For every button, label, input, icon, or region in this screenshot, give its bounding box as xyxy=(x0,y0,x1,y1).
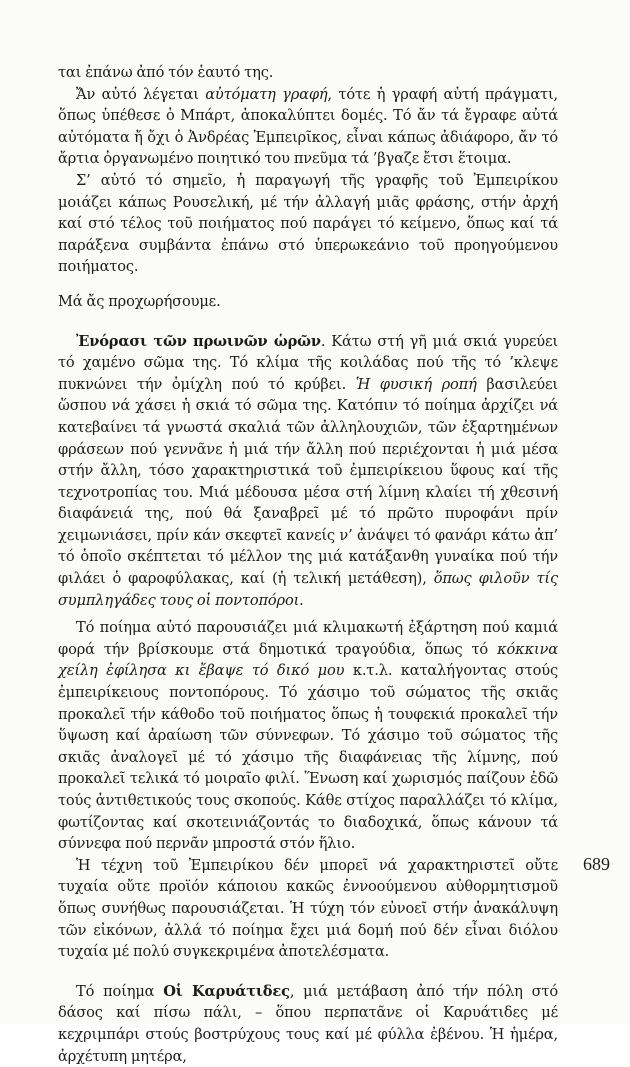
paragraph xyxy=(58,855,558,963)
italic-text: Ἡ φυσική ροπή xyxy=(355,375,477,393)
text-run: , τότε ἡ γραφή αὐτή πράγματι, ὅπως ὑπέθεσε ὁ Μπάρτ, ἀποκαλύπτει δομές. Τό ἄν τά ἔγραφε αὐτά αὐτόματα ἤ ὄχι ὁ Ἀνδρέας Ἐμπειρῖκος, εἶναι κάπως ἀδιάφορο, ἄν τό ἄρτια ὀργανωμένο ποιητικό του πνεῦμα τά ’βγαζε ἔτσι ἕτοιμα. xyxy=(58,85,559,168)
paragraph xyxy=(58,617,558,855)
text-run: Τό ποίημα xyxy=(76,982,164,1000)
paragraph xyxy=(58,84,558,170)
paragraph xyxy=(58,170,558,278)
paragraph xyxy=(58,291,558,313)
text-run: Τό ποίημα αὐτό παρουσιάζει μιά κλιμακωτή ἐξάρτηση πού καμιά φορά τήν βρίσκουμε στά δημοτικά τραγούδια, ὅπως τό xyxy=(58,619,558,658)
text-run: Σ’ αὐτό τό σημεῖο, ἡ παραγωγή τῆς γραφῆς τοῦ Ἐμπειρίκου μοιάζει κάπως Ρουσελική, μέ τήν ἀλλαγή μιᾶς φράσης, στήν ἀρχή καί στό τέλος τοῦ ποιήματος πού παράγει τό κείμενο, ὅπως καί τά παράξενα συμβάντα ἐπάνω στό ὑπερωκεάνιο τοῦ προηγούμενου ποιήματος. xyxy=(58,171,558,276)
text-run: Ἡ τέχνη τοῦ Ἐμπειρίκου δέν μπορεῖ νά χαρακτηριστεῖ οὔτε τυχαία οὔτε προϊόν κάποιου κακῶς ἐννοούμενου αὐθορμητισμοῦ ὅπως συνήθως παρουσιάζεται. Ἡ τύχη τόν εὐνοεῖ στήν ἀνακάλυψη τῶν εἰκόνων, ἀλλά τό ποίημα ἔχει μιά δομή πού δέν εἶναι διόλου τυχαία μέ πολύ συγκεκριμένα ἀποτελέσματα. xyxy=(58,856,558,961)
italic-text: κόκκινα χείλη ἐφίλησα κι ἔβαψε τό δικό μου xyxy=(58,640,558,680)
text-run: κ.τ.λ. καταλήγοντας στούς ἐμπειρίκειους ποντοπόρους. Τό χάσιμο τοῦ σώματος τῆς σκιᾶς προκαλεῖ τήν κάθοδο τοῦ ποιήματος ὅπως ἡ τουφεκιά προκαλεῖ τήν ὕψωση καί ἀραίωση τῶν σύννεφων. Τό χάσιμο τοῦ σώματος τῆς σκιᾶς ἀναλογεῖ μέ τό χάσιμο τῆς διαφάνειας τῆς λίμνης, πού προκαλεῖ τελικά τό μοιραῖο φιλί. Ἕνωση καί χωρισμός παίζουν ἐδῶ τούς ἀντιθετικούς τους σκοπούς. Κάθε στίχος παραλλάζει τό κλίμα, φωτίζοντας καί σκοτεινιάζοντάς το διαδοχικά, ὅπως κάνουν τά σύννεφα πού περνᾶν μπροστά στόν ἥλιο. xyxy=(58,662,559,853)
italic-text: αὐτόματη γραφή xyxy=(205,85,328,103)
text-run: , μιά μετάβαση ἀπό τήν πόλη στό δάσος καί πίσω πάλι, – ὅπου περπατᾶνε οἱ Καρυάτιδες μέ κεχριμπάρι στούς βοστρύχους τους καί μέ φύλλα ἐβένου. Ἡ ἡμέρα, ἀρχέτυπη μητέρα, xyxy=(58,982,558,1065)
text-run: ται ἐπάνω ἀπό τόν ἑαυτό της. xyxy=(58,64,274,81)
paragraph xyxy=(58,331,558,612)
bold-text: Ἐνόρασι τῶν πρωινῶν ὡρῶν xyxy=(76,332,321,350)
page-number: 689 xyxy=(583,854,610,874)
text-run: βασιλεύει ὥσπου νά χάσει ἡ σκιά τό σῶμα της. Κατόπιν τό ποίημα ἀρχίζει νά κατεβαίνει τά γνωστά σκαλιά τῶν ἀλληλουχιῶν, τῶν ἐξαρτημένων φράσεων πού γεννᾶνε ἡ μιά τήν ἄλλη πού περιέχονται ἡ μιά μέσα στήν ἄλλη, τόσο χαρακτηριστικά τοῦ ἐμπειρίκειου ὕφους καί τῆς τεχνοτροπίας του. Μιά μέδουσα μέσα στή λίμνη κλαίει τή χθεσινή διαφάνειά της, πού θά ξαναβρεῖ μέ τό πρῶτο πυροφάνι πρίν χειμωνιάσει, πρίν κάν σκεφτεῖ κανείς ν’ ἀνάψει τό φανάρι κάτω ἀπ’ τό ὁποῖο σκέπτεται τό μέλλον της μιά κατάξανθη γυναίκα πού τήν φιλάει ὁ φαροφύλακας, καί (ἡ τελική μετάθεση), xyxy=(58,375,558,588)
italic-text: ὅπως φιλοῦν τίς συμπληγάδες τους οἱ ποντοπόροι. xyxy=(58,570,558,609)
text-run: Ἄν αὐτό λέγεται xyxy=(76,85,206,103)
text-run: . Κάτω στή γῆ μιά σκιά γυρεύει τό χαμένο σῶμα της. Τό κλίμα τῆς κοιλάδας πού τῆς τό ’κλεψε πυκνώνει τήν ὁμίχλη πού τό κρύβει. xyxy=(58,332,559,393)
paragraph xyxy=(58,62,558,84)
bold-text: Οἱ Καρυάτιδες xyxy=(163,982,290,1000)
text-run: Μά ἄς προχωρήσουμε. xyxy=(58,292,221,310)
body-text xyxy=(58,62,558,1067)
